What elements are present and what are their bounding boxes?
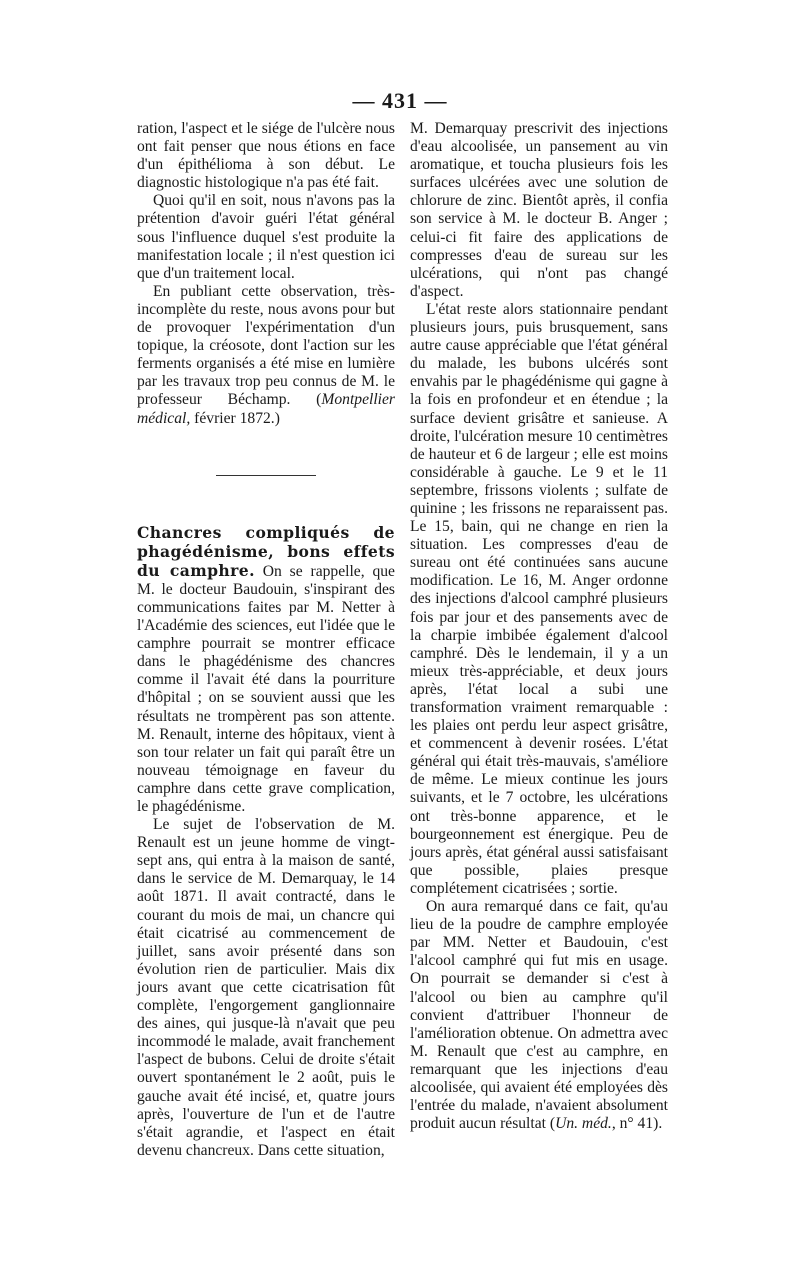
- paragraph-text: En publiant cette observation, très-incomplète du reste, nous avons pour but de provoquer l'expérimentation d'un topique, la créosote, dont l'action sur les ferments organisés a été mise en lumière par les travaux trop peu connus de M. le professeur Béchamp. (: [137, 282, 395, 409]
- source-citation: Un. méd.: [555, 1115, 612, 1133]
- paragraph-text: , n° 41).: [611, 1115, 663, 1133]
- paragraph: Le sujet de l'observation de M. Renault est un jeune homme de vingt-sept ans, qui entra à la maison de santé, dans le service de M. Demarquay, le 14 août 1871. Il avait contracté, dans le courant du mois de mai, un chancre qui était cicatrisé au commencement de juillet, sans avoir présenté dans son évolution rien de particulier. Mais dix jours avant que cette cicatrisation fût complète, l'engorgement ganglionnaire des aines, qui jusque-là n'avait que peu incommodé le malade, avait franchement l'aspect de bubons. Celui de droite s'était ouvert spontanément le 2 août, puis le gauche avait été incisé, et, quatre jours après, l'ouverture de l'un et de l'autre s'était agrandie, et l'aspect en était devenu chancreux. Dans cette situation,: [137, 816, 395, 1159]
- paragraph: [410, 898, 668, 1133]
- paragraph-text: février 1872.): [190, 409, 280, 427]
- paragraph: ration, l'aspect et le siége de l'ulcère nous ont fait penser que nous étions en face d'un épithélioma à son début. Le diagnostic histologique n'a pas été fait.: [137, 120, 395, 192]
- paragraph-text: On se rappelle, que M. le docteur Baudouin, s'inspirant des communications faites par M. Netter à l'Académie des sciences, eut l'idée que le camphre pourrait se montrer efficace dans le phagédénisme des chancres comme il l'avait été dans la pourriture d'hôpital ; on se souvient aussi que les résultats ne trompèrent pas son attente. M. Renault, interne des hôpitaux, vient à son tour relater un fait qui paraît être un nouveau témoignage en faveur du camphre dans cette grave complication, le phagédénisme.: [137, 562, 395, 815]
- paragraph: [137, 283, 395, 428]
- paragraph: M. Demarquay prescrivit des injections d'eau alcoolisée, un pansement au vin aromatique, et toucha plusieurs fois les surfaces ulcérées avec une solution de chlorure de zinc. Bientôt après, il confia son service à M. le docteur B. Anger ; celui-ci fit faire des applications de compresses d'eau de sureau sur les ulcérations, qui n'ont pas changé d'aspect.: [410, 120, 668, 300]
- paragraph-text: On aura remarqué dans ce fait, qu'au lieu de la poudre de camphre employée par MM. Netter et Baudouin, c'est l'alcool camphré qui fut mis en usage. On pourrait se demander si c'est à l'alcool ou bien au camphre qu'il convient d'attribuer l'honneur de l'amélioration obtenue. On admettra avec M. Renault que c'est au camphre, en remarquant que les injections d'eau alcoolisée, qui avaient été employées dès l'entrée du malade, n'avaient absolument produit aucun résultat (: [410, 898, 668, 1133]
- page-number: — 431 —: [352, 88, 448, 113]
- paragraph: [137, 524, 395, 817]
- section-heading: Chancres compliqués de phagédénisme, bons effets du camphre.: [137, 522, 395, 580]
- paragraph: Quoi qu'il en soit, nous n'avons pas la prétention d'avoir guéri l'état général sous l'influence duquel s'est produite la manifestation locale ; il n'est question ici que d'un traitement local.: [137, 192, 395, 282]
- paragraph: L'état reste alors stationnaire pendant plusieurs jours, puis brusquement, sans autre cause appréciable que l'état général du malade, les bubons ulcérés sont envahis par le phagédénisme qui gagne à la fois en profondeur et en étendue ; la surface devient grisâtre et sanieuse. A droite, l'ulcération mesure 10 centimètres de hauteur et 6 de largeur ; elle est moins considérable à gauche. Le 9 et le 11 septembre, frissons violents ; sulfate de quinine ; les frissons ne reparaissent pas. Le 15, bain, qui ne change en rien la situation. Les compresses d'eau de sureau ont été continuées sans aucune modification. Le 16, M. Anger ordonne des injections d'alcool camphré plusieurs fois par jour et des pansements avec de la charpie imbibée également d'alcool camphré. Dès le lendemain, il y a un mieux très-appréciable, et deux jours après, l'état local a subi une transformation vraiment remarquable : les plaies ont perdu leur aspect grisâtre, et commencent à devenir rosées. L'état général qui était très-mauvais, s'améliore de même. Le mieux continue les jours suivants, et le 7 octobre, les ulcérations ont très-bonne apparence, et le bourgeonnement est énergique. Peu de jours après, état général aussi satisfaisant que possible, plaies presque complétement cicatrisées ; sortie.: [410, 300, 668, 897]
- source-citation: Montpellier médical,: [137, 391, 395, 427]
- right-column: [410, 120, 668, 1133]
- section-divider: [216, 475, 316, 476]
- left-column: [137, 120, 395, 1160]
